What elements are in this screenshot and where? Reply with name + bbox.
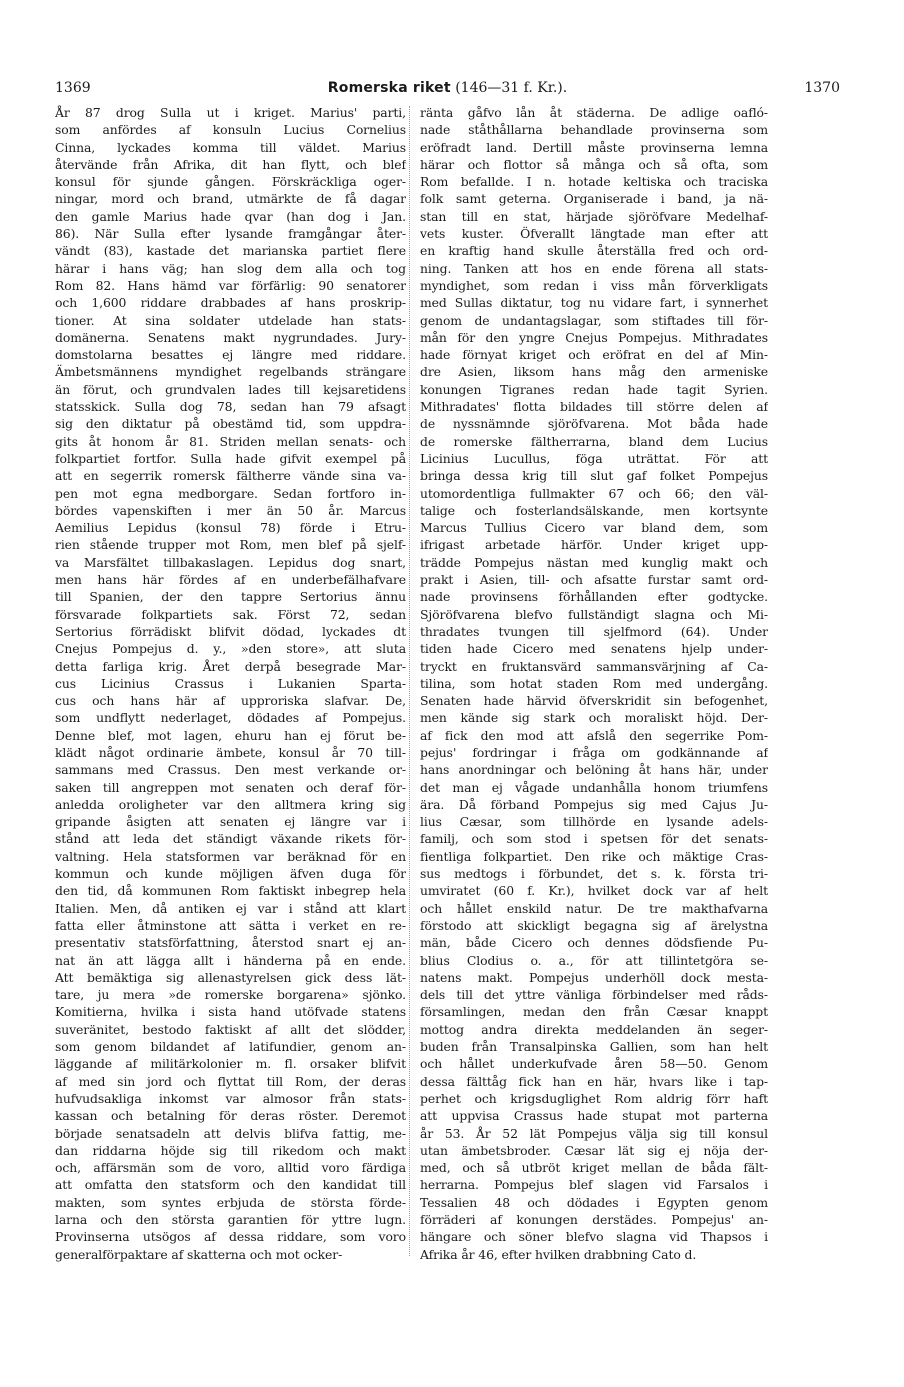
text-line: suveränitet, bestodo faktiskt af allt det slödder, bbox=[55, 1021, 406, 1037]
text-line: cus och hans här af upproriska slafvar. De, bbox=[55, 693, 406, 709]
text-line: blius Clodius o. a., för att tillintetgöra se- bbox=[420, 952, 768, 968]
text-line: fientliga folkpartiet. Den rike och mäktige Cras- bbox=[420, 848, 768, 864]
text-line: Rom 82. Hans hämd var förfärlig: 90 senatorer bbox=[55, 277, 406, 293]
text-line: Denne blef, mot lagen, ehuru han ej förut be- bbox=[55, 727, 406, 743]
text-line: tare, ju mera »de romerske borgarena» sjönko. bbox=[55, 987, 406, 1003]
text-line: domstolarna besattes ej längre med riddare. bbox=[55, 347, 406, 363]
text-line: Italien. Men, då antiken ej var i stånd att klart bbox=[55, 900, 406, 916]
text-line: kassan och betalning för deras röster. Deremot bbox=[55, 1108, 406, 1124]
text-line: Afrika år 46, efter hvilken drabbning Cato d. bbox=[420, 1246, 697, 1262]
text-line: valtning. Hela statsformen var beräknad för en bbox=[55, 848, 406, 864]
text-line: herrarna. Pompejus blef slagen vid Farsalos i bbox=[420, 1177, 768, 1193]
text-line: pejus' fordringar i fråga om godkännande af bbox=[420, 744, 768, 760]
text-line: pen mot egna medborgare. Sedan fortforo in- bbox=[55, 485, 406, 501]
text-line: prakt i Asien, till- och afsatte furstar samt ord- bbox=[420, 572, 768, 588]
text-line: trädde Pompejus nästan med kunglig makt och bbox=[420, 554, 768, 570]
text-line: familj, och som stod i spetsen för det senats- bbox=[420, 831, 768, 847]
text-line: Att bemäktiga sig allenastyrelsen gick dess lät- bbox=[55, 969, 406, 985]
text-line: generalförpaktare af skatterna och mot ocker- bbox=[55, 1246, 343, 1262]
text-line: sig den diktatur på obestämd tid, som uppdra- bbox=[55, 416, 406, 432]
text-line: bringa dessa krig till slut gaf folket Pompejus bbox=[420, 468, 768, 484]
text-line: år 53. År 52 lät Pompejus välja sig till konsul bbox=[420, 1125, 768, 1141]
text-line: mottog andra direkta meddelanden än seger- bbox=[420, 1021, 768, 1037]
text-line: anledda oroligheter var den alltmera kring sig bbox=[55, 796, 406, 812]
text-line: ära. Då förband Pompejus sig med Cajus Ju- bbox=[420, 796, 768, 812]
text-line: larna och den största garantien för yttre lugn. bbox=[55, 1212, 406, 1227]
text-line: Marcus Tullius Cicero var bland dem, som bbox=[420, 520, 768, 536]
text-line: den gamle Marius hade qvar (han dog i Jan. bbox=[55, 208, 406, 224]
text-line: eröfradt land. Dertill måste provinserna lemna bbox=[420, 139, 768, 155]
text-line: att en segerrik romersk fältherre vände sina va- bbox=[55, 468, 406, 484]
text-line: och hållet underkufvade åren 58—50. Genom bbox=[420, 1056, 768, 1072]
text-line: cus Licinius Crassus i Lukanien Sparta- bbox=[55, 675, 406, 691]
running-title-text: Romerska riket bbox=[327, 80, 451, 96]
text-line: tryckt en fruktansvärd sammansvärjning af Ca- bbox=[420, 658, 768, 674]
text-line: lius Cæsar, som tillhörde en lysande adels- bbox=[420, 814, 768, 830]
running-title-period: (146—31 f. Kr.). bbox=[455, 80, 568, 96]
text-line: dre Asien, liksom hans måg den armeniske bbox=[420, 364, 768, 380]
text-line: Cinna, lyckades komma till väldet. Marius bbox=[55, 139, 406, 155]
text-line: började senatsadeln att delvis blifva fattig, me- bbox=[55, 1125, 406, 1141]
text-line: församlingen, medan den från Cæsar knappt bbox=[420, 1004, 768, 1020]
text-line: thradates tvungen till sjelfmord (64). Under bbox=[420, 623, 768, 639]
text-line: utomordentliga fullmakter 67 och 66; den väl- bbox=[420, 485, 768, 501]
text-line: mån för den yngre Cnejus Pompejus. Mithradates bbox=[420, 329, 768, 345]
text-line: hufvudsakliga inkomst var almosor från stats- bbox=[55, 1090, 406, 1106]
text-line: men hans här fördes af en underbefälhafvare bbox=[55, 572, 406, 588]
text-line: nade ståthållarna behandlade provinserna som bbox=[420, 122, 768, 138]
text-line: den tid, då kommunen Rom faktiskt inbegrep hela bbox=[55, 883, 406, 899]
text-line: rien stående trupper mot Rom, men blef på sjelf- bbox=[55, 537, 406, 553]
text-line: vets kuster. Öfverallt längtade man efter att bbox=[420, 226, 768, 242]
text-line: saken till angreppen mot senaten och deraf för- bbox=[55, 779, 406, 795]
text-line: nat än att lägga allt i händerna på en ende. bbox=[55, 952, 406, 968]
text-line: Ämbetsmännens myndighet regelbands strängare bbox=[55, 364, 406, 380]
text-line: Sertorius förrädiskt blifvit dödad, lyckades dt bbox=[55, 623, 406, 639]
text-line: tiden hade Cicero med senatens hjelp under- bbox=[420, 641, 768, 657]
text-line: men kände sig stark och moraliskt höjd. Der- bbox=[420, 710, 768, 726]
running-title bbox=[55, 76, 840, 100]
text-line: folk samt geterna. Organiserade i band, ja nä- bbox=[420, 191, 768, 207]
text-line: presentativ statsförfattning, återstod snart ej an- bbox=[55, 935, 406, 951]
text-line: ning. Tanken att hos en ende förena all stats- bbox=[420, 260, 768, 276]
page-header bbox=[55, 76, 840, 100]
text-line: makten, som syntes erbjuda de största förde- bbox=[55, 1194, 406, 1210]
text-line: kommun och kunde möjligen äfven duga för bbox=[55, 866, 406, 882]
text-line: myndighet, som redan i viss mån förverkligats bbox=[420, 277, 768, 293]
text-line: vändt (83), kastade det marianska partiet flere bbox=[55, 243, 406, 259]
right-text-column bbox=[420, 104, 768, 1263]
text-line: natens makt. Pompejus underhöll dock mesta- bbox=[420, 969, 768, 985]
text-line: med Sullas diktatur, tog nu vidare fart, i synnerhet bbox=[420, 295, 768, 311]
text-line: tioner. At sina soldater utdelade han stats- bbox=[55, 312, 406, 328]
text-line: Licinius Lucullus, föga uträttat. För att bbox=[420, 450, 768, 466]
text-line: Senaten hade härvid öfverskridit sin befogenhet, bbox=[420, 693, 768, 709]
text-line: af fick den mod att afslå den segerrike Pom- bbox=[420, 727, 768, 743]
text-line: och, affärsmän som de voro, alltid voro färdiga bbox=[55, 1160, 406, 1176]
text-line: perhet och krigsduglighet Rom aldrig förr haft bbox=[420, 1090, 768, 1106]
text-line: härar i hans väg; han slog dem alla och tog bbox=[55, 260, 406, 276]
text-line: ränta gåfvo lån åt städerna. De adlige oafló- bbox=[420, 105, 768, 120]
page-number-left: 1369 bbox=[55, 80, 91, 96]
text-line: konungen Tigranes redan hade tagit Syrien. bbox=[420, 381, 768, 397]
text-line: som genom bildandet af latifundier, genom an- bbox=[55, 1039, 406, 1055]
text-line: än förut, och grundvalen lades till kejsaretidens bbox=[55, 381, 406, 397]
text-line: och hållet enskild natur. De tre makthafvarna bbox=[420, 900, 768, 916]
text-line: gits åt honom år 81. Striden mellan senats- och bbox=[55, 433, 406, 449]
text-line: till Spanien, der den tappre Sertorius ännu bbox=[55, 589, 406, 605]
text-line: Aemilius Lepidus (konsul 78) förde i Etru- bbox=[55, 520, 406, 536]
text-line: utan ämbetsbroder. Cæsar lät sig ej nöja der- bbox=[420, 1142, 768, 1158]
text-line: Sjöröfvarena blefvo fullständigt slagna och Mi- bbox=[420, 606, 768, 622]
text-line: stan till en stat, härjade sjöröfvare Medelhaf- bbox=[420, 208, 768, 224]
text-line: återvände från Afrika, dit han flytt, och blef bbox=[55, 156, 406, 172]
text-line: ningar, mord och brand, utmärkte de få dagar bbox=[55, 191, 406, 207]
page-number-right: 1370 bbox=[804, 80, 840, 96]
text-line: folkpartiet fortfor. Sulla hade gifvit exempel på bbox=[55, 450, 406, 466]
text-line: försvarade folkpartiets sak. Först 72, sedan bbox=[55, 606, 406, 622]
text-line: buden från Transalpinska Gallien, som han helt bbox=[420, 1039, 768, 1055]
text-line: va Marsfältet tillbakaslagen. Lepidus dog snart, bbox=[55, 554, 406, 570]
text-line: Mithradates' flotta bildades till större delen af bbox=[420, 399, 768, 415]
text-line: nade provinsens förhållanden efter godtycke. bbox=[420, 589, 768, 605]
text-line: och 1,600 riddare drabbades af hans proskrip- bbox=[55, 295, 406, 311]
text-line: dels till det yttre vänliga förbindelser med råds- bbox=[420, 987, 768, 1003]
text-line: af med sin jord och flyttat till Rom, der deras bbox=[55, 1073, 406, 1089]
text-line: umviratet (60 f. Kr.), hvilket dock var af helt bbox=[420, 883, 768, 899]
text-line: en kraftig hand skulle återställa fred och ord- bbox=[420, 243, 768, 259]
text-line: som anfördes af konsuln Lucius Cornelius bbox=[55, 122, 406, 138]
text-line: härar och flottor så många och så ofta, som bbox=[420, 156, 768, 172]
text-line: hans anordningar och belöning åt hans här, under bbox=[420, 762, 768, 778]
text-line: bördes vapenskiften i mer än 50 år. Marcus bbox=[55, 502, 406, 518]
text-line: med, och så utbröt kriget mellan de båda fält- bbox=[420, 1160, 768, 1176]
text-line: hade förnyat kriget och eröfrat en del af Min- bbox=[420, 347, 768, 363]
text-line: läggande af militärkolonier m. fl. orsaker blifvit bbox=[55, 1056, 406, 1072]
text-line: gripande åsigten att senaten ej längre var i bbox=[55, 814, 406, 830]
text-line: att uppvisa Crassus hade stupat mot parterna bbox=[420, 1108, 768, 1124]
text-line: genom de undantagslagar, som stiftades till för- bbox=[420, 312, 768, 328]
text-line: År 87 drog Sulla ut i kriget. Marius' parti, bbox=[55, 105, 406, 120]
text-line: förstodo att skickligt begagna sig af ärelystna bbox=[420, 917, 768, 933]
text-line: detta farliga krig. Året derpå besegrade Mar- bbox=[55, 658, 406, 674]
text-line: klädt något ordinarie ämbete, konsul år 70 till- bbox=[55, 744, 406, 760]
text-line: hängare och söner blefvo slagna vid Thapsos i bbox=[420, 1229, 768, 1245]
text-line: fatta eller åtminstone att sätta i verket en re- bbox=[55, 917, 406, 933]
text-line: statsskick. Sulla dog 78, sedan han 79 afsagt bbox=[55, 399, 406, 415]
text-line: 86). När Sulla efter lysande framgångar åter- bbox=[55, 226, 406, 242]
column-divider bbox=[409, 106, 411, 1256]
text-line: män, både Cicero och dennes dödsfiende Pu- bbox=[420, 935, 768, 951]
text-line: förräderi af konungen derstädes. Pompejus' an- bbox=[420, 1212, 768, 1227]
text-line: det man ej vågade undanhålla honom triumfens bbox=[420, 779, 768, 795]
text-line: sus medtogs i förbundet, det s. k. första tri- bbox=[420, 866, 768, 882]
text-line: ifrigast arbetade härför. Under kriget upp- bbox=[420, 537, 768, 553]
text-line: dan riddarna höjde sig till rikedom och makt bbox=[55, 1142, 406, 1158]
text-line: Cnejus Pompejus d. y., »den store», att sluta bbox=[55, 641, 406, 657]
text-line: domänerna. Senatens makt nygrundades. Jury- bbox=[55, 329, 406, 345]
text-line: dessa fälttåg fick han en här, hvars like i tap- bbox=[420, 1073, 768, 1089]
text-line: som undflytt nederlaget, dödades af Pompejus. bbox=[55, 710, 406, 726]
text-line: Komitierna, hvilka i sista hand utöfvade statens bbox=[55, 1004, 406, 1020]
text-line: konsul för sjunde gången. Förskräckliga oger- bbox=[55, 174, 406, 190]
text-line: de romerske fältherrarna, bland dem Lucius bbox=[420, 433, 768, 449]
text-line: stånd att leda det ständigt växande rikets för- bbox=[55, 831, 406, 847]
text-line: de nyssnämnde sjöröfvarena. Mot båda hade bbox=[420, 416, 768, 432]
text-line: Provinserna utsögos af dessa riddare, som voro bbox=[55, 1229, 406, 1245]
text-line: sammans med Crassus. Den mest verkande or- bbox=[55, 762, 406, 778]
text-line: talige och fosterlandsälskande, men kortsynte bbox=[420, 502, 768, 518]
text-line: Rom befallde. I n. hotade keltiska och traciska bbox=[420, 174, 768, 190]
left-text-column bbox=[55, 104, 406, 1263]
text-line: tilina, som hotat staden Rom med undergång. bbox=[420, 675, 768, 691]
text-line: att omfatta den statsform och den kandidat till bbox=[55, 1177, 406, 1193]
text-line: Tessalien 48 och dödades i Egypten genom bbox=[420, 1194, 768, 1210]
